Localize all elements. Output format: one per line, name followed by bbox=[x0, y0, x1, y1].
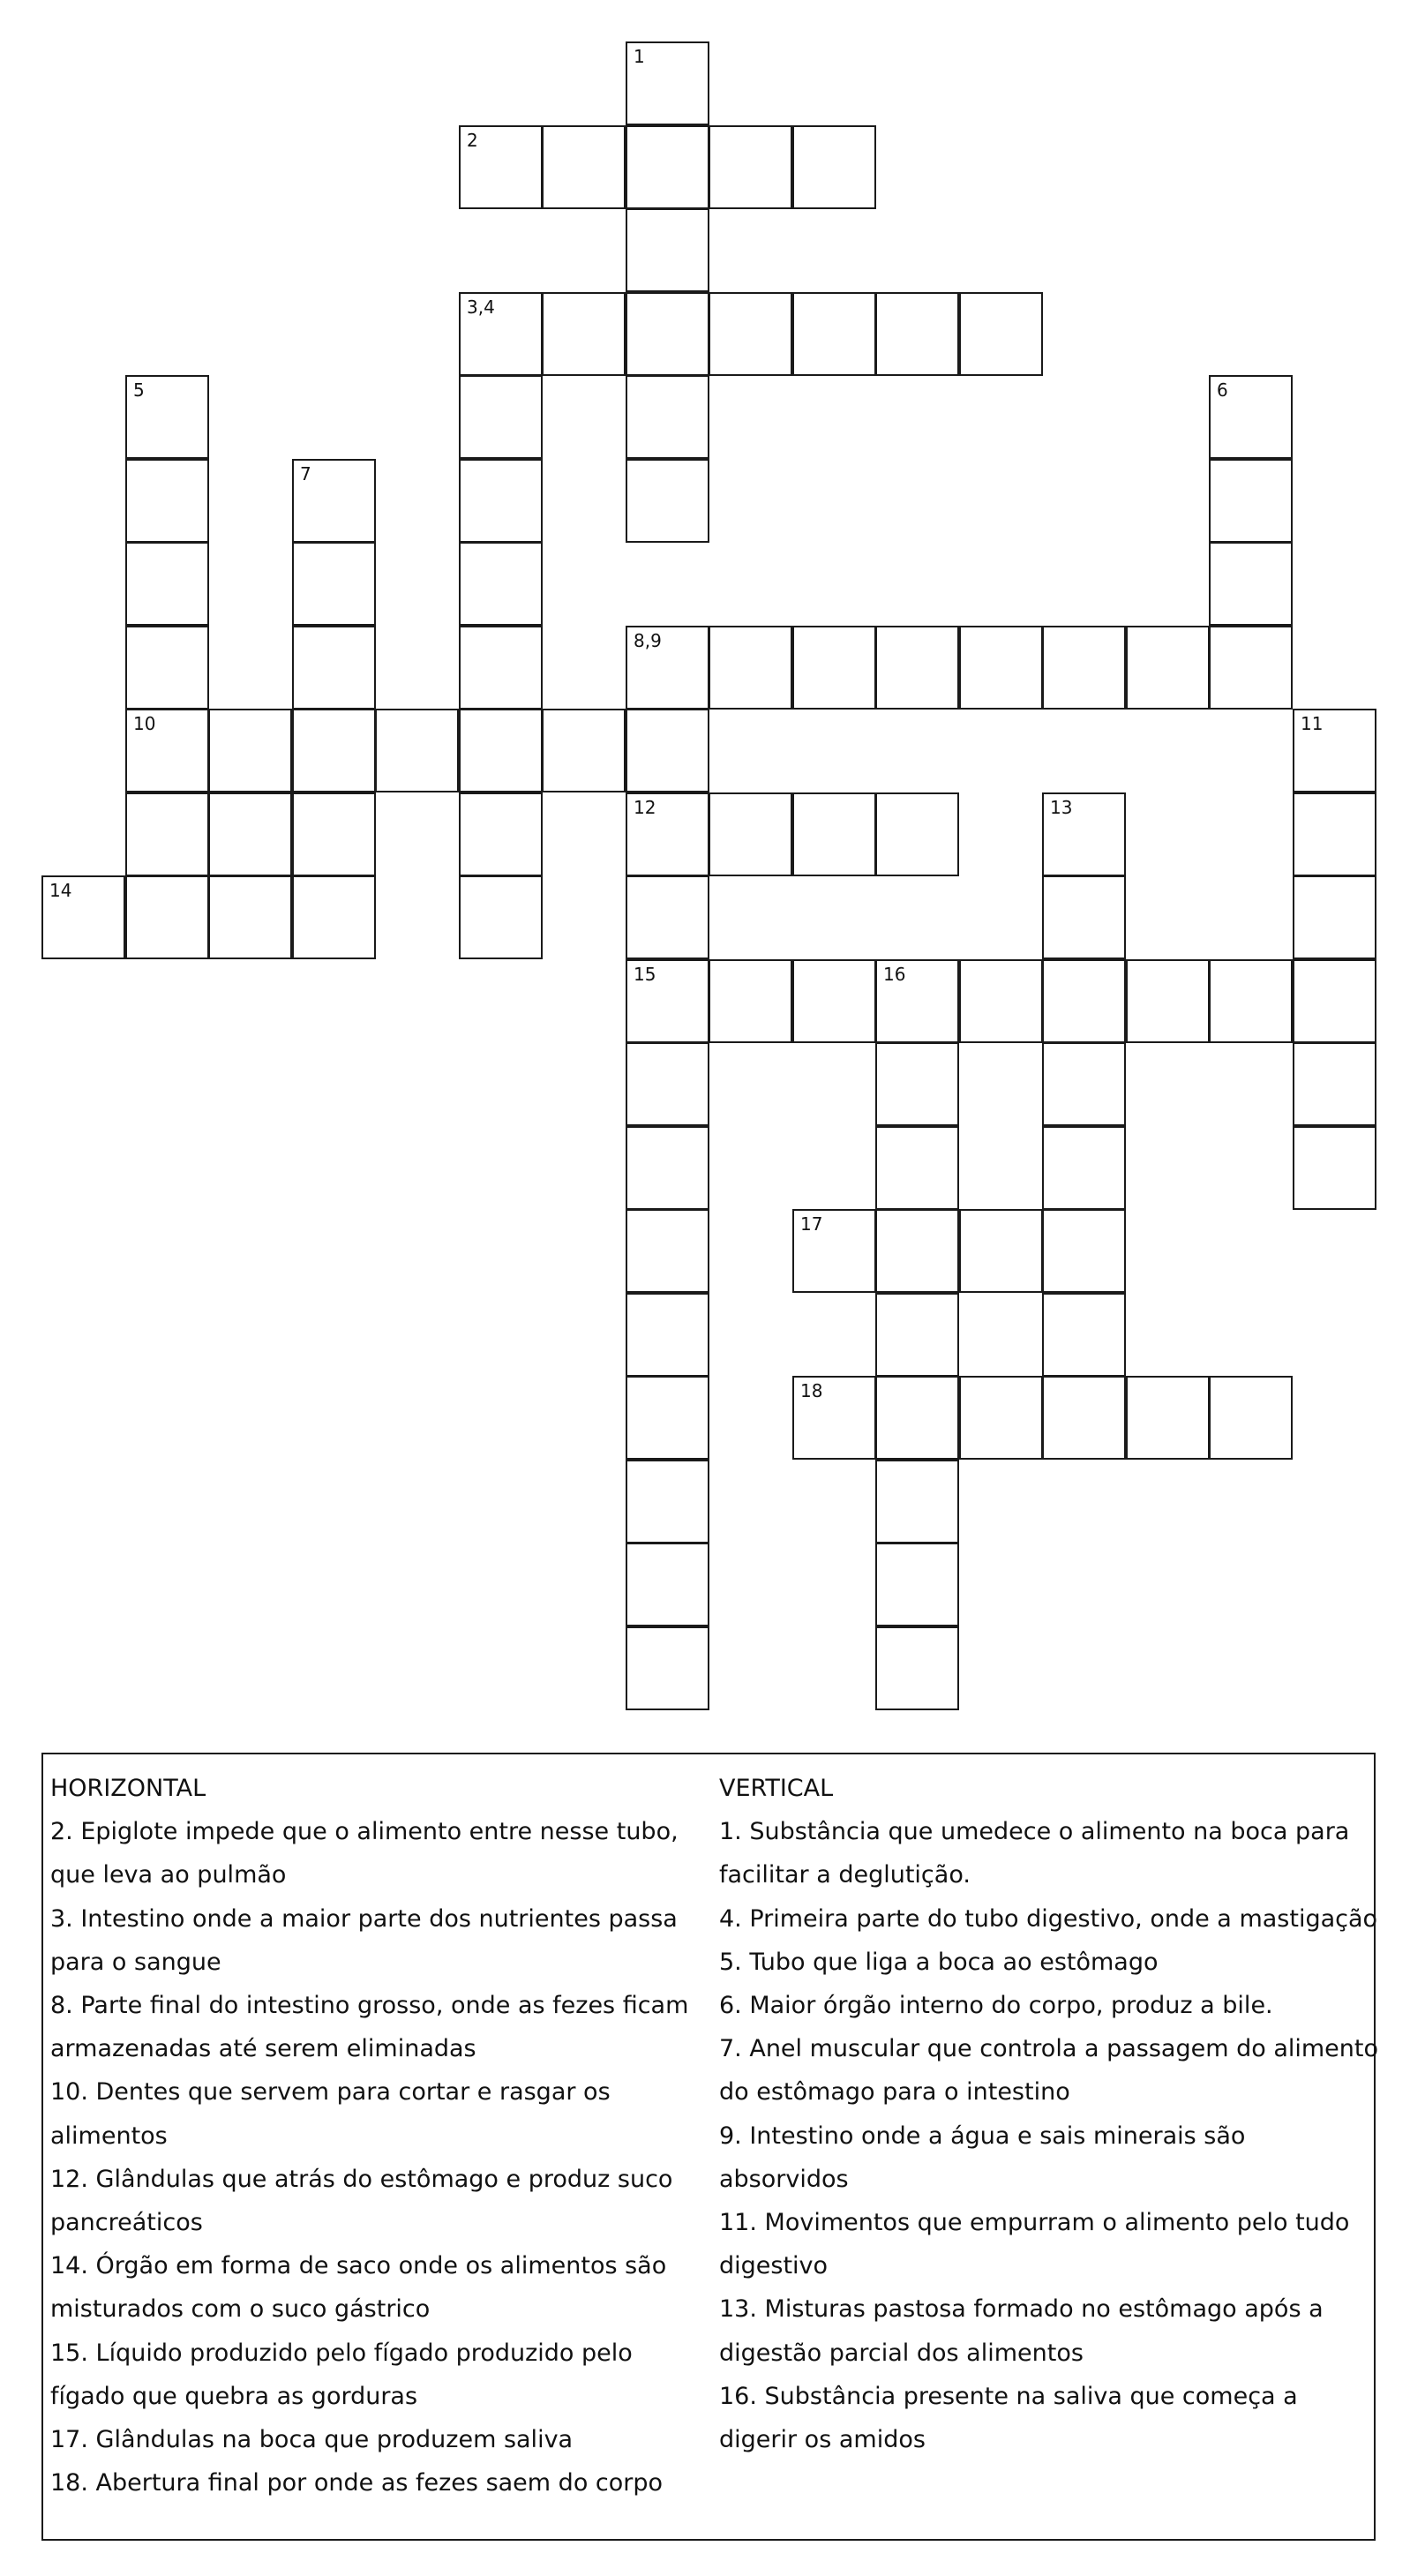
crossword-cell[interactable] bbox=[875, 792, 959, 876]
crossword-cell[interactable] bbox=[125, 626, 209, 710]
crossword-cell[interactable] bbox=[626, 1460, 709, 1543]
vertical-clues bbox=[719, 1767, 1378, 2461]
crossword-cell[interactable] bbox=[459, 292, 543, 376]
clue-line: do estômago para o intestino bbox=[719, 2078, 1070, 2107]
crossword-cell[interactable] bbox=[709, 292, 792, 376]
crossword-cell[interactable] bbox=[292, 875, 376, 959]
crossword-cell[interactable] bbox=[626, 792, 709, 876]
crossword-cell[interactable] bbox=[959, 626, 1043, 710]
crossword-cell[interactable] bbox=[792, 626, 876, 710]
crossword-cell[interactable] bbox=[125, 542, 209, 626]
crossword-cell[interactable] bbox=[292, 709, 376, 792]
crossword-cell[interactable] bbox=[626, 125, 709, 209]
crossword-cell[interactable] bbox=[208, 875, 292, 959]
vertical-title: VERTICAL bbox=[719, 1775, 834, 1802]
clue-number: 13 bbox=[1050, 797, 1073, 818]
crossword-cell[interactable] bbox=[626, 1543, 709, 1626]
crossword-cell[interactable] bbox=[375, 709, 459, 792]
crossword-cell[interactable] bbox=[292, 459, 376, 543]
clue-line: 9. Intestino onde a água e sais minerais são bbox=[719, 2122, 1246, 2150]
clue-number: 3,4 bbox=[467, 297, 495, 318]
crossword-cell[interactable] bbox=[542, 292, 626, 376]
crossword-cell[interactable] bbox=[208, 709, 292, 792]
crossword-cell[interactable] bbox=[1042, 1376, 1126, 1460]
clue-line: 16. Substância presente na saliva que começa a bbox=[719, 2382, 1298, 2410]
horizontal-title: HORIZONTAL bbox=[50, 1775, 206, 1802]
crossword-cell[interactable] bbox=[875, 292, 959, 376]
clue-number: 10 bbox=[133, 713, 156, 734]
crossword-cell[interactable] bbox=[1209, 626, 1293, 710]
crossword-cell[interactable] bbox=[292, 626, 376, 710]
crossword-cell[interactable] bbox=[542, 125, 626, 209]
crossword-cell[interactable] bbox=[542, 709, 626, 792]
crossword-cell[interactable] bbox=[792, 125, 876, 209]
crossword-cell[interactable] bbox=[709, 626, 792, 710]
crossword-cell[interactable] bbox=[1042, 1042, 1126, 1126]
crossword-cell[interactable] bbox=[1042, 1126, 1126, 1210]
crossword-cell[interactable] bbox=[875, 1543, 959, 1626]
crossword-cell[interactable] bbox=[626, 41, 709, 125]
crossword-cell[interactable] bbox=[1126, 626, 1210, 710]
crossword-cell[interactable] bbox=[626, 459, 709, 543]
clue-line: 3. Intestino onde a maior parte dos nutrientes passa bbox=[50, 1904, 678, 1933]
crossword-cell[interactable] bbox=[875, 1460, 959, 1543]
clue-number: 15 bbox=[634, 964, 656, 985]
crossword-cell[interactable] bbox=[1042, 875, 1126, 959]
crossword-cell[interactable] bbox=[208, 792, 292, 876]
clue-line: pancreáticos bbox=[50, 2209, 203, 2237]
crossword-cell[interactable] bbox=[875, 1626, 959, 1710]
crossword-cell[interactable] bbox=[626, 1042, 709, 1126]
clue-number: 7 bbox=[300, 463, 311, 484]
crossword-cell[interactable] bbox=[626, 292, 709, 376]
crossword-cell[interactable] bbox=[125, 375, 209, 459]
clue-line: absorvidos bbox=[719, 2165, 849, 2193]
crossword-cell[interactable] bbox=[709, 792, 792, 876]
crossword-cell[interactable] bbox=[959, 1209, 1043, 1293]
crossword-cell[interactable] bbox=[1293, 959, 1376, 1043]
clue-number: 12 bbox=[634, 797, 656, 818]
crossword-cell[interactable] bbox=[125, 459, 209, 543]
crossword-cell[interactable] bbox=[875, 1376, 959, 1460]
crossword-cell[interactable] bbox=[1126, 1376, 1210, 1460]
crossword-cell[interactable] bbox=[792, 1209, 876, 1293]
clue-number: 11 bbox=[1301, 713, 1324, 734]
clue-line: alimentos bbox=[50, 2122, 168, 2150]
crossword-cell[interactable] bbox=[1293, 1042, 1376, 1126]
crossword-cell[interactable] bbox=[626, 208, 709, 292]
crossword-cell[interactable] bbox=[626, 1126, 709, 1210]
crossword-cell[interactable] bbox=[1293, 875, 1376, 959]
crossword-cell[interactable] bbox=[709, 125, 792, 209]
crossword-cell[interactable] bbox=[1042, 1293, 1126, 1377]
crossword-cell[interactable] bbox=[459, 125, 543, 209]
clue-number: 18 bbox=[800, 1380, 823, 1401]
clue-line: 13. Misturas pastosa formado no estômago após a bbox=[719, 2295, 1324, 2324]
crossword-cell[interactable] bbox=[1126, 959, 1210, 1043]
clue-number: 2 bbox=[467, 130, 478, 151]
crossword-cell[interactable] bbox=[875, 626, 959, 710]
clue-line: digestivo bbox=[719, 2252, 829, 2280]
crossword-cell[interactable] bbox=[792, 792, 876, 876]
clue-line: que leva ao pulmão bbox=[50, 1861, 287, 1889]
crossword-cell[interactable] bbox=[959, 292, 1043, 376]
clue-line: 4. Primeira parte do tubo digestivo, onde a mastigação bbox=[719, 1904, 1378, 1933]
crossword-cell[interactable] bbox=[875, 1042, 959, 1126]
crossword-cell[interactable] bbox=[1293, 1126, 1376, 1210]
crossword-cell[interactable] bbox=[626, 709, 709, 792]
crossword-cell[interactable] bbox=[1209, 375, 1293, 459]
clue-line: 17. Glândulas na boca que produzem saliva bbox=[50, 2426, 574, 2454]
crossword-cell[interactable] bbox=[959, 1376, 1043, 1460]
horizontal-clues bbox=[50, 1767, 703, 2505]
crossword-cell[interactable] bbox=[125, 792, 209, 876]
crossword-cell[interactable] bbox=[792, 1376, 876, 1460]
clue-number: 1 bbox=[634, 46, 645, 67]
clue-line: digerir os amidos bbox=[719, 2426, 926, 2454]
clue-line: 6. Maior órgão interno do corpo, produz a bile. bbox=[719, 1992, 1273, 2020]
crossword-cell[interactable] bbox=[459, 375, 543, 459]
crossword-cell[interactable] bbox=[875, 1126, 959, 1210]
crossword-cell[interactable] bbox=[626, 1376, 709, 1460]
vertical-clue-list bbox=[719, 1810, 1378, 2461]
crossword-cell[interactable] bbox=[459, 542, 543, 626]
clue-line: fígado que quebra as gorduras bbox=[50, 2382, 418, 2410]
crossword-cell[interactable] bbox=[626, 1626, 709, 1710]
clue-line: misturados com o suco gástrico bbox=[50, 2295, 431, 2324]
crossword-cell[interactable] bbox=[875, 1293, 959, 1377]
crossword-cell[interactable] bbox=[125, 875, 209, 959]
crossword-cell[interactable] bbox=[292, 542, 376, 626]
crossword-cell[interactable] bbox=[1042, 792, 1126, 876]
clue-number: 5 bbox=[133, 379, 145, 401]
crossword-cell[interactable] bbox=[875, 959, 959, 1043]
clue-number: 14 bbox=[49, 880, 72, 901]
crossword-cell[interactable] bbox=[459, 709, 543, 792]
crossword-cell[interactable] bbox=[1209, 459, 1293, 543]
crossword-cell[interactable] bbox=[459, 875, 543, 959]
clue-line: 2. Epiglote impede que o alimento entre nesse tubo, bbox=[50, 1818, 679, 1846]
crossword-cell[interactable] bbox=[626, 959, 709, 1043]
crossword-cell[interactable] bbox=[459, 792, 543, 876]
clue-line: 7. Anel muscular que controla a passagem do alimento bbox=[719, 2035, 1378, 2063]
clue-line: digestão parcial dos alimentos bbox=[719, 2339, 1084, 2367]
clue-line: para o sangue bbox=[50, 1948, 221, 1976]
clue-line: 8. Parte final do intestino grosso, onde as fezes ficam bbox=[50, 1992, 689, 2020]
crossword-cell[interactable] bbox=[626, 375, 709, 459]
clue-number: 17 bbox=[800, 1213, 823, 1235]
crossword-cell[interactable] bbox=[792, 292, 876, 376]
crossword-cell[interactable] bbox=[125, 709, 209, 792]
crossword-cell[interactable] bbox=[1042, 1209, 1126, 1293]
crossword-cell[interactable] bbox=[1209, 542, 1293, 626]
clue-line: armazenadas até serem eliminadas bbox=[50, 2035, 476, 2063]
crossword-cell[interactable] bbox=[459, 626, 543, 710]
clue-line: 11. Movimentos que empurram o alimento pelo tudo bbox=[719, 2209, 1350, 2237]
clue-number: 16 bbox=[883, 964, 906, 985]
crossword-cell[interactable] bbox=[292, 792, 376, 876]
crossword-cell[interactable] bbox=[1209, 959, 1293, 1043]
clue-number: 6 bbox=[1217, 379, 1228, 401]
clue-line: 15. Líquido produzido pelo fígado produzido pelo bbox=[50, 2339, 633, 2367]
clue-line: 10. Dentes que servem para cortar e rasgar os bbox=[50, 2078, 611, 2107]
crossword-cell[interactable] bbox=[41, 875, 125, 959]
crossword-cell[interactable] bbox=[1042, 959, 1126, 1043]
crossword-cell[interactable] bbox=[626, 1209, 709, 1293]
crossword-cell[interactable] bbox=[875, 1209, 959, 1293]
clue-line: facilitar a deglutição. bbox=[719, 1861, 971, 1889]
crossword-cell[interactable] bbox=[959, 959, 1043, 1043]
crossword-cell[interactable] bbox=[1209, 1376, 1293, 1460]
clue-line: 5. Tubo que liga a boca ao estômago bbox=[719, 1948, 1159, 1976]
clue-line: 12. Glândulas que atrás do estômago e produz suco bbox=[50, 2165, 673, 2193]
clue-line: 18. Abertura final por onde as fezes saem do corpo bbox=[50, 2469, 664, 2497]
crossword-cell[interactable] bbox=[1293, 792, 1376, 876]
crossword-cell[interactable] bbox=[626, 1293, 709, 1377]
clue-number: 8,9 bbox=[634, 630, 662, 651]
clues-box bbox=[41, 1753, 1376, 2541]
clue-line: 14. Órgão em forma de saco onde os alimentos são bbox=[50, 2252, 667, 2280]
crossword-cell[interactable] bbox=[1042, 626, 1126, 710]
horizontal-clue-list bbox=[50, 1810, 703, 2505]
crossword-cell[interactable] bbox=[709, 959, 792, 1043]
crossword-cell[interactable] bbox=[626, 875, 709, 959]
crossword-cell[interactable] bbox=[626, 626, 709, 710]
crossword-cell[interactable] bbox=[459, 459, 543, 543]
clue-line: 1. Substância que umedece o alimento na boca para bbox=[719, 1818, 1350, 1846]
crossword-cell[interactable] bbox=[792, 959, 876, 1043]
crossword-cell[interactable] bbox=[1293, 709, 1376, 792]
